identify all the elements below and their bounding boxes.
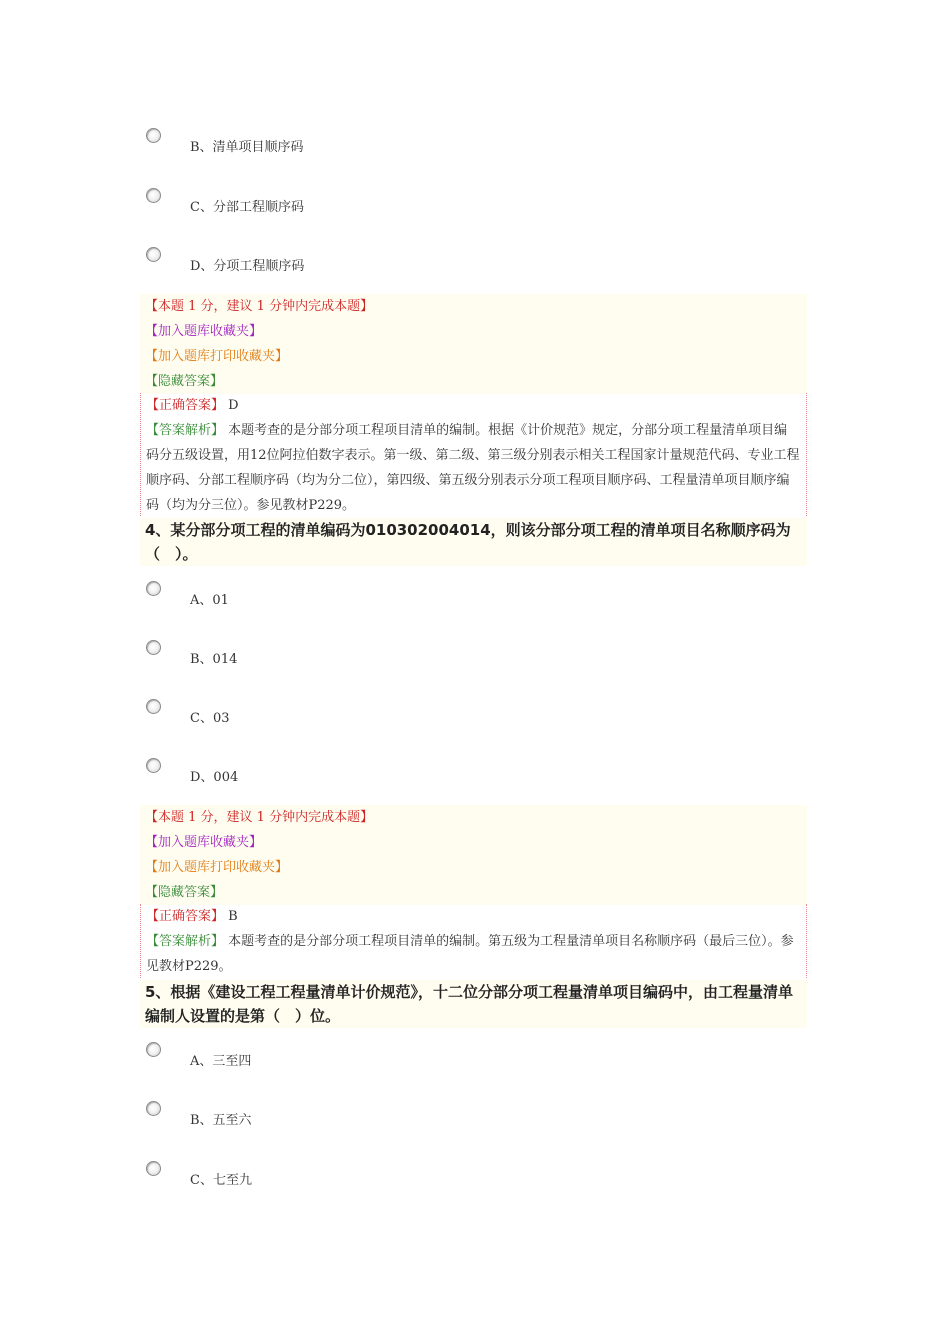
option-b-radio[interactable] xyxy=(146,640,161,655)
correct-answer-line xyxy=(146,393,800,418)
option-d-radio[interactable] xyxy=(146,758,161,773)
answer-panel xyxy=(140,393,807,516)
hide-answer-link[interactable]: 【隐藏答案】 xyxy=(145,374,224,389)
add-print-favorites-link[interactable]: 【加入题库打印收藏夹】 xyxy=(145,349,289,364)
option-b-radio[interactable] xyxy=(146,1101,161,1116)
option-c-radio[interactable] xyxy=(146,188,161,203)
answer-analysis xyxy=(146,418,800,518)
option-c-label: C、七至九 xyxy=(190,1173,252,1188)
analysis-text: 本题考查的是分部分项工程项目清单的编制。根据《计价规范》规定，分部分项工程量清单项目编码分五级设置，用12位阿拉伯数字表示。第一级、第二级、第三级分别表示相关工程国家计量规范代码、专业工程顺序码、分部工程顺序码（均为分二位），第四级、第五级分别表示分项工程项目顺序码、工程量清单项目顺序编码（均为分三位）。参见教材P229。 xyxy=(146,423,800,513)
analysis-label: 【答案解析】 xyxy=(146,934,225,949)
add-favorites-link[interactable]: 【加入题库收藏夹】 xyxy=(145,324,263,339)
option-a-radio[interactable] xyxy=(146,581,161,596)
option-a-radio[interactable] xyxy=(146,1042,161,1057)
hide-answer-link[interactable]: 【隐藏答案】 xyxy=(145,885,224,900)
answer-analysis xyxy=(146,929,800,979)
option-b-label: B、清单项目顺序码 xyxy=(190,140,304,155)
option-b-radio[interactable] xyxy=(146,128,161,143)
option-d-label: D、004 xyxy=(190,770,239,785)
option-c-radio[interactable] xyxy=(146,1161,161,1176)
question-5-title: 5、根据《建设工程工程量清单计价规范》，十二位分部分项工程量清单项目编码中，由工程量清单编制人设置的是第（ ）位。 xyxy=(140,980,807,1028)
add-print-favorites-link[interactable]: 【加入题库打印收藏夹】 xyxy=(145,860,289,875)
correct-answer-label: 【正确答案】 xyxy=(146,909,225,924)
option-d-label: D、分项工程顺序码 xyxy=(190,259,305,274)
analysis-label: 【答案解析】 xyxy=(146,423,225,438)
option-c-label: C、03 xyxy=(190,711,230,726)
correct-answer-label: 【正确答案】 xyxy=(146,398,225,413)
analysis-text: 本题考查的是分部分项工程项目清单的编制。第五级为工程量清单项目名称顺序码（最后三位）。参见教材P229。 xyxy=(146,934,794,974)
answer-panel xyxy=(140,904,807,978)
question-meta-panel xyxy=(140,294,807,394)
question-meta-panel xyxy=(140,805,807,905)
option-a-label: A、01 xyxy=(190,593,229,608)
option-c-radio[interactable] xyxy=(146,699,161,714)
correct-answer-line xyxy=(146,904,800,929)
option-b-label: B、014 xyxy=(190,652,238,667)
option-b-label: B、五至六 xyxy=(190,1113,252,1128)
score-note: 【本题 1 分，建议 1 分钟内完成本题】 xyxy=(145,810,374,825)
option-c-label: C、分部工程顺序码 xyxy=(190,200,304,215)
option-a-label: A、三至四 xyxy=(190,1054,252,1069)
add-favorites-link[interactable]: 【加入题库收藏夹】 xyxy=(145,835,263,850)
score-note: 【本题 1 分，建议 1 分钟内完成本题】 xyxy=(145,299,374,314)
option-d-radio[interactable] xyxy=(146,247,161,262)
correct-answer-value: D xyxy=(224,398,239,413)
correct-answer-value: B xyxy=(224,909,238,924)
question-4-title: 4、某分部分项工程的清单编码为010302004014，则该分部分项工程的清单项目名称顺序码为（ ）。 xyxy=(140,518,807,566)
